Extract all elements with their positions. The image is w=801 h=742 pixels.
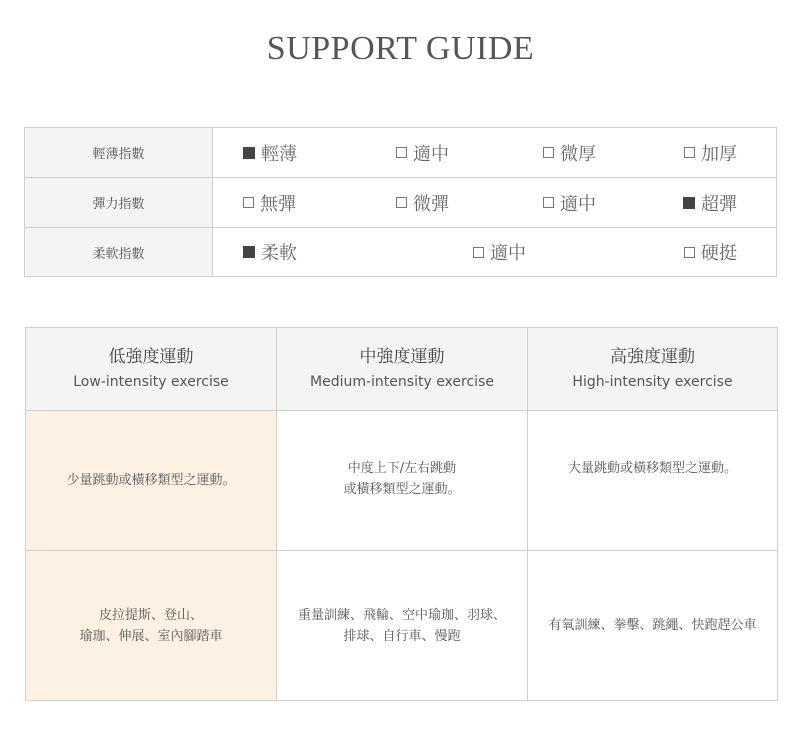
intensity-table (25, 327, 778, 701)
row-label: 輕薄指數 (25, 128, 213, 177)
empty-box-icon (684, 247, 695, 258)
empty-box-icon (396, 197, 407, 208)
table-cell-medium-description: 中度上下/左右跳動 或橫移類型之運動。 (277, 411, 528, 551)
header-low-intensity: 低強度運動 Low-intensity exercise (26, 328, 277, 411)
option-medium-soft: 適中 (473, 228, 526, 276)
option-slightly-thick: 微厚 (543, 128, 596, 177)
option-soft: 柔軟 (243, 228, 297, 276)
table-cell-low-examples: 皮拉提斯、登山、 瑜珈、伸展、室內腳踏車 (26, 551, 277, 700)
checked-box-icon (243, 147, 255, 159)
option-medium: 適中 (396, 128, 449, 177)
fabric-index-table (24, 127, 777, 277)
option-stiff: 硬挺 (684, 228, 737, 276)
empty-box-icon (396, 147, 407, 158)
row-label: 彈力指數 (25, 178, 213, 227)
header-high-intensity: 高強度運動 High-intensity exercise (528, 328, 777, 411)
checked-box-icon (243, 246, 255, 258)
option-thick: 加厚 (684, 128, 737, 177)
row-label: 柔軟指數 (25, 228, 213, 276)
option-slight-stretch: 微彈 (396, 178, 449, 227)
empty-box-icon (243, 197, 254, 208)
softness-row (25, 228, 776, 276)
table-cell-low-description: 少量跳動或橫移類型之運動。 (26, 411, 277, 551)
option-super-stretch: 超彈 (683, 178, 737, 227)
checked-box-icon (683, 197, 695, 209)
table-cell-high-description: 大量跳動或橫移類型之運動。 (528, 411, 777, 551)
empty-box-icon (543, 147, 554, 158)
thickness-row (25, 128, 776, 178)
empty-box-icon (473, 247, 484, 258)
table-cell-medium-examples: 重量訓練、飛輪、空中瑜珈、羽球、 排球、自行車、慢跑 (277, 551, 528, 700)
option-thin: 輕薄 (243, 128, 297, 177)
page-title: SUPPORT GUIDE (266, 30, 535, 67)
elasticity-row (25, 178, 776, 228)
option-medium-stretch: 適中 (543, 178, 596, 227)
table-cell-high-examples: 有氧訓練、拳擊、跳繩、快跑趕公車 (548, 618, 757, 633)
empty-box-icon (684, 147, 695, 158)
option-no-stretch: 無彈 (243, 178, 296, 227)
header-medium-intensity: 中強度運動 Medium-intensity exercise (277, 328, 528, 411)
empty-box-icon (543, 197, 554, 208)
